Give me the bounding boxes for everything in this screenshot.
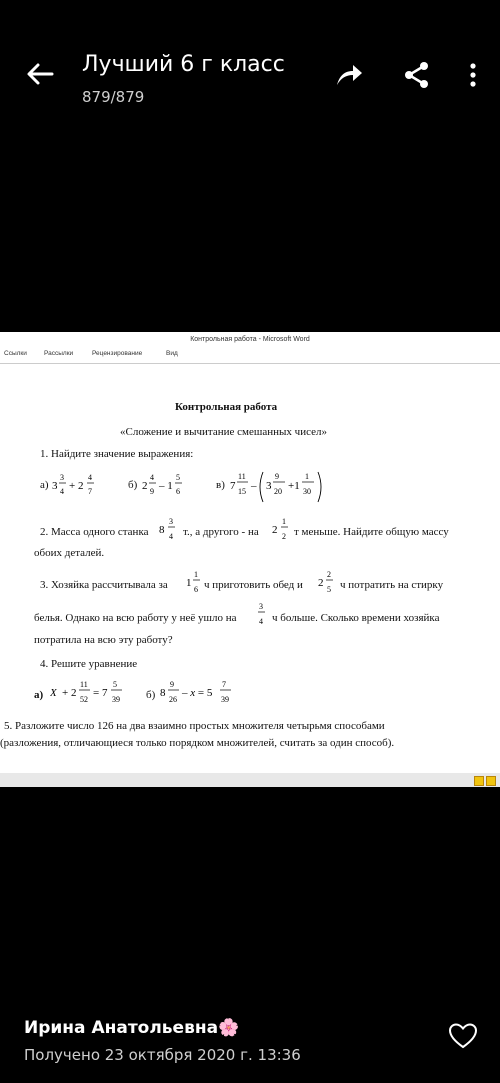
task-2-fraction-2 — [272, 515, 294, 549]
svg-text:11: 11 — [238, 472, 246, 481]
svg-text:20: 20 — [274, 487, 282, 496]
svg-text:2: 2 — [327, 570, 331, 579]
svg-text:7: 7 — [88, 487, 92, 496]
svg-text:39: 39 — [221, 695, 229, 704]
svg-text:52: 52 — [80, 695, 88, 704]
received-date: Получено 23 октября 2020 г. 13:36 — [24, 1046, 301, 1064]
more-vertical-icon[interactable] — [458, 60, 488, 90]
svg-text:30: 30 — [303, 487, 311, 496]
svg-text:1: 1 — [186, 577, 192, 589]
svg-text:8: 8 — [160, 687, 166, 699]
task-1a-label: а) — [40, 479, 49, 491]
svg-text:2: 2 — [282, 532, 286, 541]
task-4a-label: а) — [34, 689, 44, 701]
svg-text:11: 11 — [80, 680, 88, 689]
svg-text:1: 1 — [305, 472, 309, 481]
task-4a-equation — [50, 678, 130, 712]
svg-text:1: 1 — [194, 570, 198, 579]
ribbon-tab-mailings: Рассылки — [44, 350, 74, 357]
svg-text:3: 3 — [169, 517, 173, 526]
svg-text:26: 26 — [169, 695, 177, 704]
author-name: Ирина Анатольевна🌸 — [24, 1018, 240, 1038]
task-1b-label: б) — [128, 479, 138, 491]
svg-text:5: 5 — [327, 585, 331, 594]
ribbon-tab-review: Рецензирование — [92, 350, 143, 357]
svg-text:+ 2: + 2 — [62, 687, 77, 699]
share-nodes-icon[interactable] — [402, 60, 432, 90]
svg-text:9: 9 — [150, 487, 154, 496]
svg-text:7: 7 — [230, 480, 236, 492]
svg-text:1: 1 — [282, 517, 286, 526]
svg-text:2: 2 — [318, 577, 324, 589]
svg-text:9: 9 — [170, 680, 174, 689]
task-3-fraction-1 — [186, 568, 206, 602]
svg-text:– x = 5: – x = 5 — [182, 687, 213, 699]
svg-text:+ 2: + 2 — [69, 480, 84, 492]
arrow-left-icon[interactable] — [24, 58, 56, 90]
task-4b-label: б) — [146, 689, 156, 701]
photo-counter: 879/879 — [82, 88, 145, 106]
task-3-part-4: белья. Однако на всю работу у неё ушло на — [34, 612, 237, 624]
svg-text:4: 4 — [60, 487, 64, 496]
task-5-line-2: (разложения, отличающиеся только порядком множителей, считать за один способ). — [0, 737, 395, 749]
task-1c-expression — [230, 468, 330, 506]
svg-text:2: 2 — [272, 524, 278, 536]
svg-text:= 7: = 7 — [93, 687, 108, 699]
album-title: Лучший 6 г класс — [82, 52, 285, 77]
heart-icon[interactable] — [448, 1022, 478, 1050]
svg-text:8: 8 — [159, 524, 165, 536]
svg-text:– 1: – 1 — [159, 480, 173, 492]
task-3-part-1: 3. Хозяйка рассчитывала за — [40, 579, 168, 591]
svg-text:6: 6 — [176, 487, 180, 496]
task-3-part-5: ч больше. Сколько времени хозяйка — [272, 612, 440, 624]
task-3-fraction-2 — [318, 568, 338, 602]
task-1b-expression — [142, 470, 192, 504]
task-2-fraction-1 — [159, 515, 181, 549]
view-mode-icon — [486, 776, 496, 786]
svg-text:3: 3 — [52, 480, 58, 492]
photo-viewer-image[interactable] — [0, 332, 500, 787]
task-5-line-1: 5. Разложите число 126 на два взаимно простых множителя четырьмя способами — [4, 720, 385, 732]
svg-text:7: 7 — [222, 680, 226, 689]
svg-text:2: 2 — [142, 480, 148, 492]
document-page — [0, 332, 500, 787]
task-3-part-2: ч приготовить обед и — [204, 579, 303, 591]
doc-title: Контрольная работа — [175, 401, 278, 413]
task-3-fraction-3 — [257, 600, 269, 634]
task-2-line-2: обоих деталей. — [34, 547, 105, 559]
doc-subtitle: «Сложение и вычитание смешанных чисел» — [120, 426, 327, 438]
view-mode-icon — [474, 776, 484, 786]
svg-text:4: 4 — [169, 532, 173, 541]
share-arrow-icon[interactable] — [334, 60, 364, 90]
svg-text:4: 4 — [259, 617, 263, 626]
svg-text:5: 5 — [113, 680, 117, 689]
top-bar — [0, 0, 500, 130]
svg-text:3: 3 — [259, 602, 263, 611]
task-1: 1. Найдите значение выражения: — [40, 448, 194, 460]
task-1a-expression — [52, 470, 112, 504]
svg-text:6: 6 — [194, 585, 198, 594]
svg-text:15: 15 — [238, 487, 246, 496]
ribbon-tab-references: Ссылки — [4, 350, 27, 357]
svg-text:5: 5 — [176, 473, 180, 482]
task-1c-label: в) — [216, 479, 225, 491]
task-4: 4. Решите уравнение — [40, 658, 138, 670]
ribbon-tab-view: Вид — [166, 350, 178, 357]
svg-text:X: X — [50, 687, 57, 699]
svg-text:39: 39 — [112, 695, 120, 704]
svg-text:3: 3 — [60, 473, 64, 482]
task-2-part-2: т., а другого - на — [183, 526, 259, 538]
svg-text:+1: +1 — [288, 480, 300, 492]
svg-text:4: 4 — [88, 473, 92, 482]
svg-text:4: 4 — [150, 473, 154, 482]
svg-text:3: 3 — [266, 480, 272, 492]
word-window-title: Контрольная работа - Microsoft Word — [190, 336, 310, 343]
task-3-line-3: потратила на всю эту работу? — [34, 634, 173, 646]
task-2-part-1: 2. Масса одного станка — [40, 526, 149, 538]
word-status-bar — [0, 773, 500, 787]
task-2-part-3: т меньше. Найдите общую массу — [294, 526, 449, 538]
task-4b-equation — [160, 678, 240, 712]
task-3-part-3: ч потратить на стирку — [340, 579, 444, 591]
svg-text:9: 9 — [275, 472, 279, 481]
svg-text:–: – — [251, 480, 257, 492]
